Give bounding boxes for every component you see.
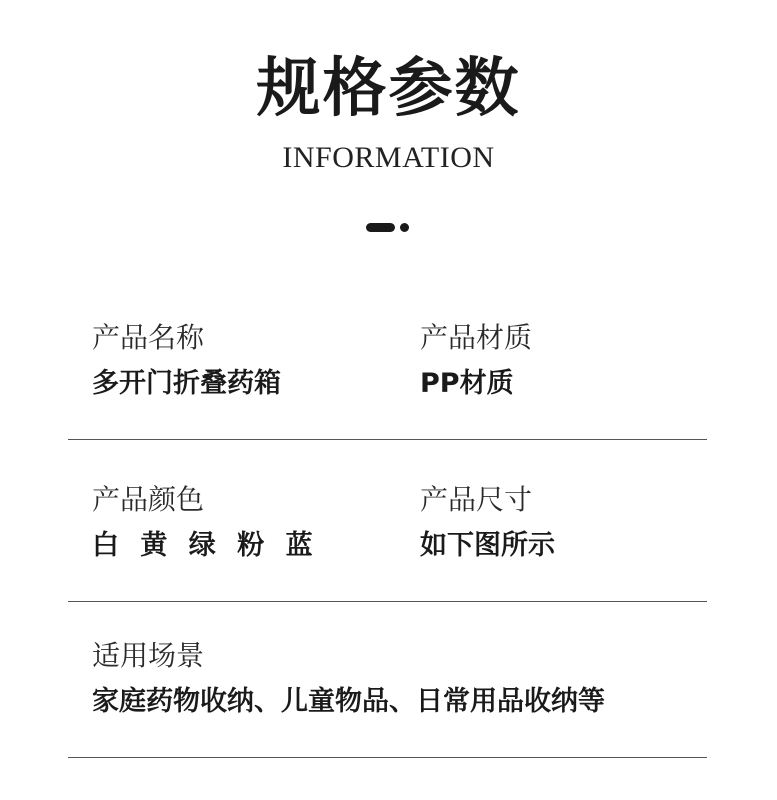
spec-value: 多开门折叠药箱 <box>92 368 281 399</box>
page-title: 规格参数 <box>256 51 521 126</box>
dot-shape <box>400 223 409 232</box>
spec-product-name <box>92 321 281 401</box>
spec-value: 白 黄 绿 粉 蓝 <box>92 530 319 561</box>
spec-product-size <box>420 483 555 563</box>
spec-usage-scenario <box>92 639 605 719</box>
spec-value: 家庭药物收纳、儿童物品、日常用品收纳等 <box>92 686 605 717</box>
page-subtitle: INFORMATION <box>282 141 495 174</box>
spec-label: 适用场景 <box>92 639 205 672</box>
row-divider <box>68 757 707 758</box>
spec-value: 如下图所示 <box>420 530 555 561</box>
spec-label: 产品颜色 <box>92 483 205 516</box>
dash-shape <box>366 223 395 232</box>
spec-product-color <box>92 483 319 563</box>
spec-label: 产品材质 <box>420 321 533 354</box>
row-divider <box>68 601 707 602</box>
decorative-divider-mark <box>366 223 412 232</box>
row-divider <box>68 439 707 440</box>
spec-product-material <box>420 321 532 401</box>
spec-label: 产品名称 <box>92 321 205 354</box>
spec-label: 产品尺寸 <box>420 483 533 516</box>
spec-value: PP材质 <box>420 368 514 399</box>
